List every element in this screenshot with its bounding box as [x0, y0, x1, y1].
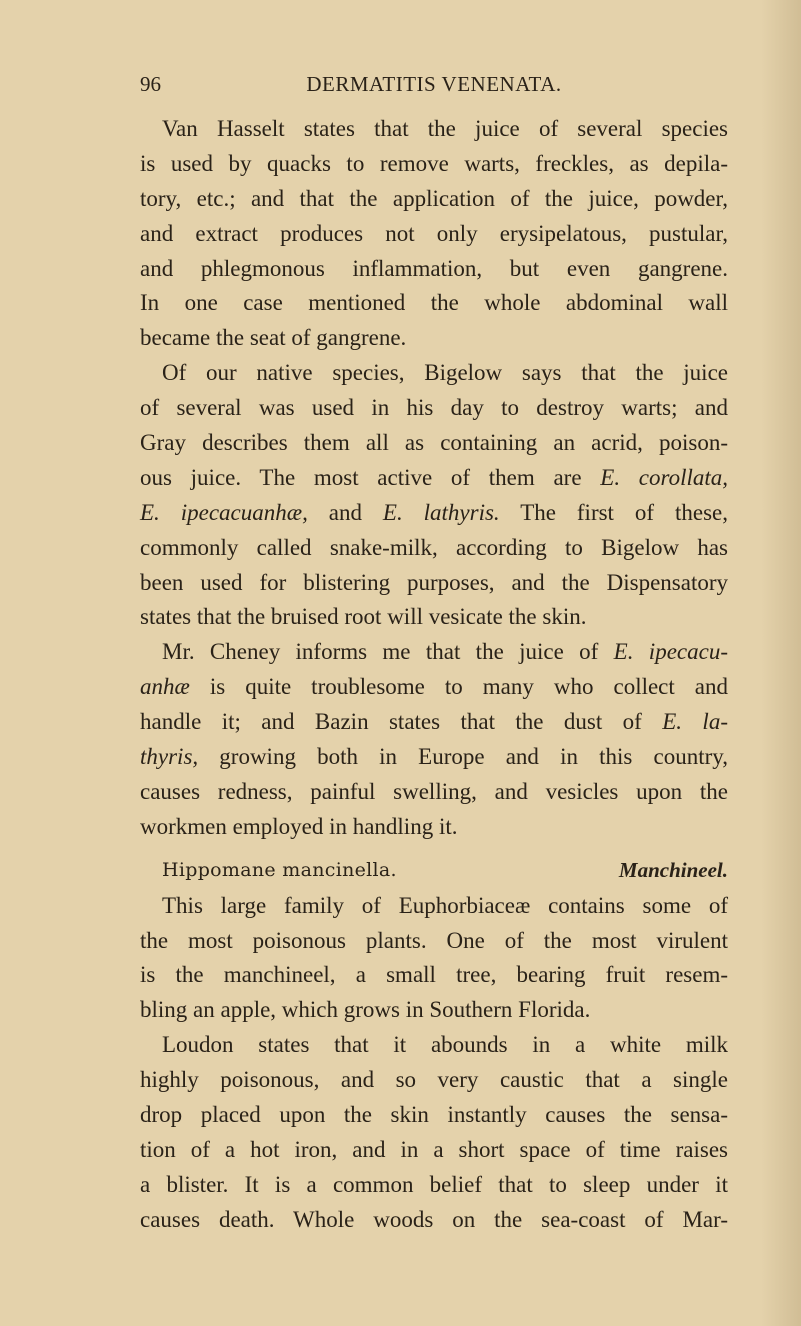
- paragraph: [140, 889, 728, 1029]
- text-line: [140, 426, 728, 461]
- text-segment: and phlegmonous inflammation, but even gangrene.: [140, 255, 728, 281]
- text-segment: This large family of Euphorbiaceæ contains some of: [162, 892, 728, 918]
- text-line: [140, 496, 728, 531]
- italic-text: E. la-: [662, 709, 728, 735]
- text-line: [140, 112, 728, 147]
- page-header: [140, 72, 728, 102]
- text-line: [140, 147, 728, 182]
- text-segment: bling an apple, which grows in Southern Florida.: [140, 997, 591, 1023]
- text-segment: ous juice. The most active of them are: [140, 464, 601, 490]
- text-line: [140, 531, 728, 566]
- text-line: [140, 958, 728, 993]
- text-segment: tion of a hot iron, and in a short space of time raises: [140, 1136, 728, 1162]
- page-body: [140, 112, 728, 1238]
- text-segment: of several was used in his day to destroy warts; and: [140, 395, 728, 421]
- text-line: [140, 1098, 728, 1133]
- text-segment: causes redness, painful swelling, and vesicles upon the: [140, 778, 728, 804]
- text-segment: Van Hasselt states that the juice of several species: [162, 116, 728, 141]
- text-segment: In one case mentioned the whole abdominal wall: [140, 290, 728, 316]
- text-line: [140, 252, 728, 287]
- text-line: [140, 740, 728, 775]
- text-segment: drop placed upon the skin instantly causes the sensa-: [140, 1102, 728, 1128]
- text-line: [140, 217, 728, 252]
- text-segment: is used by quacks to remove warts, freckles, as depila-: [140, 150, 728, 176]
- text-line: [140, 286, 728, 321]
- italic-text: thyris,: [140, 744, 199, 770]
- text-segment: and extract produces not only erysipelatous, pustular,: [140, 220, 728, 246]
- text-segment: is the manchineel, a small tree, bearing fruit resem-: [140, 962, 728, 988]
- page-edge-shadow: [761, 0, 801, 1326]
- common-name: Manchineel.: [618, 857, 728, 882]
- text-segment: been used for blistering purposes, and the Dispensatory: [140, 569, 728, 595]
- italic-text: E. corollata,: [600, 464, 728, 490]
- paragraph: [140, 112, 728, 356]
- text-segment: tory, etc.; and that the application of the juice, powder,: [140, 185, 728, 211]
- italic-text: E. ipecacuanhæ,: [140, 499, 308, 525]
- text-segment: a blister. It is a common belief that to sleep under it: [140, 1171, 728, 1197]
- text-line: [140, 993, 728, 1028]
- italic-text: E. ipecacu-: [613, 639, 728, 665]
- text-line: [140, 924, 728, 959]
- text-line: [140, 1203, 728, 1238]
- text-line: [140, 566, 728, 601]
- text-segment: growing both in Europe and in this country,: [198, 744, 728, 770]
- paragraph: [140, 1028, 728, 1237]
- text-segment: commonly called snake-milk, according to Bigelow has: [140, 534, 728, 560]
- text-segment: workmen employed in handling it.: [140, 813, 458, 839]
- section-heading: [140, 845, 728, 889]
- text-line: [140, 889, 728, 924]
- text-segment: highly poisonous, and so very caustic that a single: [140, 1067, 728, 1093]
- paragraph: [140, 356, 728, 635]
- text-segment: Mr. Cheney informs me that the juice of: [162, 639, 614, 665]
- paragraph: [140, 635, 728, 844]
- text-line: [140, 705, 728, 740]
- text-line: [140, 391, 728, 426]
- italic-text: E. lathyris.: [382, 499, 500, 525]
- text-segment: Loudon states that it abounds in a white milk: [162, 1032, 728, 1058]
- text-line: [140, 810, 728, 845]
- text-segment: handle it; and Bazin states that the dust of: [140, 709, 663, 735]
- text-line: [140, 1168, 728, 1203]
- text-segment: the most poisonous plants. One of the most virulent: [140, 927, 728, 953]
- text-line: [140, 635, 728, 670]
- italic-text: anhæ: [140, 674, 190, 700]
- text-segment: The first of these,: [499, 499, 728, 525]
- text-line: [140, 356, 728, 391]
- text-line: [140, 1133, 728, 1168]
- page-number: 96: [140, 72, 161, 96]
- text-line: [140, 600, 728, 635]
- text-line: [140, 775, 728, 810]
- text-segment: became the seat of gangrene.: [140, 325, 407, 351]
- text-segment: Gray describes them all as containing an acrid, poison-: [140, 430, 728, 456]
- species-name: Hippomane mancinella.: [162, 858, 397, 881]
- text-segment: causes death. Whole woods on the sea-coast of Mar-: [140, 1206, 728, 1232]
- text-segment: Of our native species, Bigelow says that the juice: [162, 360, 728, 386]
- text-segment: states that the bruised root will vesicate the skin.: [140, 604, 587, 630]
- text-segment: is quite troublesome to many who collect and: [189, 674, 728, 700]
- text-line: [140, 670, 728, 705]
- text-line: [140, 1028, 728, 1063]
- text-segment: and: [307, 499, 383, 525]
- text-line: [140, 1063, 728, 1098]
- text-line: [140, 182, 728, 217]
- running-title: DERMATITIS VENENATA.: [306, 72, 562, 96]
- text-line: [140, 461, 728, 496]
- text-line: [140, 321, 728, 356]
